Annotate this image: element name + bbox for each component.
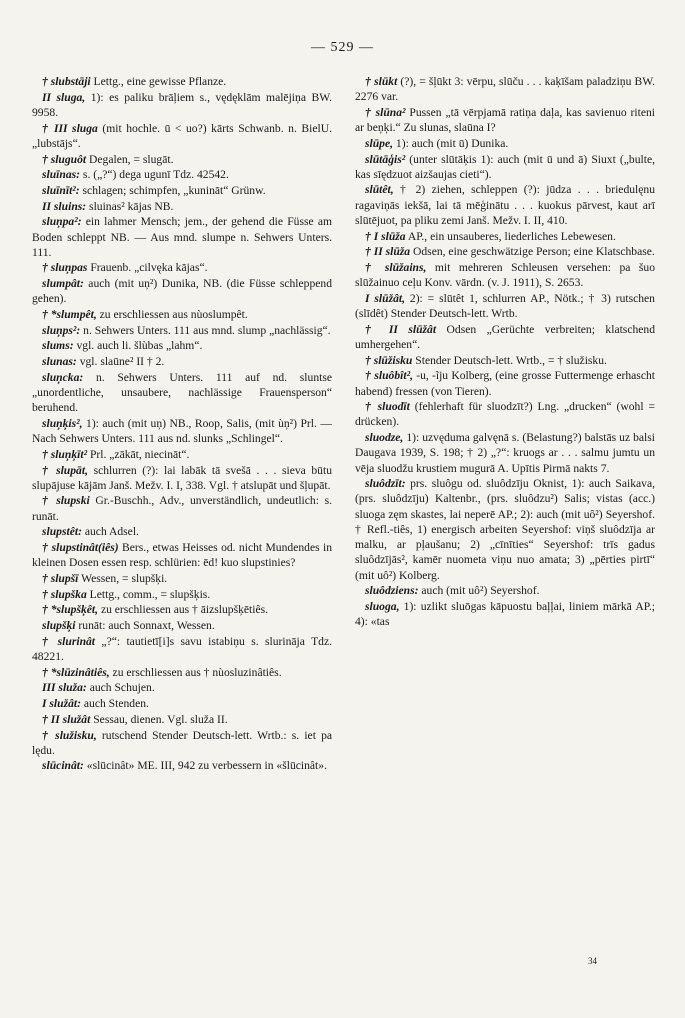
- entry-text: Frauenb. „cilvęka kājas“.: [87, 261, 208, 275]
- entry-headword: † II služât: [42, 712, 91, 726]
- entry-text: vgl. slaūne² II † 2.: [76, 355, 165, 369]
- dictionary-entry: [32, 416, 332, 446]
- entry-headword: sluôdzīt:: [365, 477, 406, 491]
- dictionary-entry: [32, 493, 332, 523]
- entry-headword: sluņpa²:: [42, 215, 82, 229]
- entry-headword: † slūna²: [365, 105, 406, 119]
- dictionary-entry: [32, 260, 332, 275]
- entry-text: Wessen, = slupšķi.: [78, 572, 168, 585]
- entry-headword: † *slūzinâtiês,: [42, 665, 110, 679]
- dictionary-entry: [32, 370, 332, 416]
- dictionary-entry: [32, 602, 332, 617]
- dictionary-entry: [32, 90, 332, 120]
- entry-headword: † slūkt: [365, 75, 398, 88]
- entry-headword: † II slūža: [365, 245, 411, 259]
- dictionary-entry: [32, 338, 332, 353]
- entry-headword: † slupšī: [42, 572, 79, 585]
- dictionary-entry: [32, 571, 332, 586]
- dictionary-entry: [355, 244, 655, 259]
- entry-text: schlagen; schimpfen, „kunināt“ Grünw.: [79, 183, 266, 197]
- entry-headword: † *slumpêt,: [42, 308, 97, 322]
- entry-headword: II sluins:: [42, 199, 87, 213]
- entry-text: Odsen, eine geschwätzige Person; eine Klatschbase.: [410, 245, 655, 259]
- entry-headword: † sluôbît²,: [365, 369, 413, 383]
- entry-text: runāt: auch Sonnaxt, Wessen.: [75, 619, 215, 633]
- entry-headword: slupšķi: [42, 619, 76, 633]
- entry-headword: † sluguôt: [42, 152, 87, 166]
- entry-text: zu erschliessen aus nùoslumpêt.: [96, 308, 248, 322]
- entry-text: Lettg., eine gewisse Pflanze.: [90, 75, 227, 88]
- dictionary-entry: [355, 476, 655, 582]
- entry-text: (fehlerhaft für sluodzīt?) Lng. „drucken“ (wohl = drücken).: [355, 400, 655, 429]
- entry-headword: slupstêt:: [42, 525, 82, 539]
- entry-headword: † slūžisku: [365, 353, 413, 367]
- entry-text: Sessau, dienen. Vgl. služa II.: [90, 712, 228, 726]
- entry-text: auch Schujen.: [86, 681, 155, 695]
- entry-headword: III služa:: [42, 681, 87, 695]
- dictionary-entry: [32, 758, 332, 773]
- dictionary-entry: [355, 399, 655, 429]
- entry-headword: † slupski: [42, 494, 90, 508]
- entry-headword: slunas:: [42, 355, 77, 369]
- entry-headword: slūpe,: [365, 136, 394, 150]
- dictionary-entry: [32, 680, 332, 695]
- entry-text: zu erschliessen aus † āizslupšķētiês.: [98, 603, 269, 617]
- entry-text: Lettg., comm., = slupšķis.: [86, 587, 211, 601]
- entry-text: n. Sehwers Unters. 111 aus mnd. slump „nachlässig“.: [80, 323, 331, 337]
- right-column: [355, 74, 655, 630]
- entry-text: AP., ein unsauberes, liederliches Lebewesen.: [405, 229, 616, 243]
- entry-headword: † slubstāji: [42, 75, 91, 88]
- entry-headword: slumpât:: [42, 277, 84, 291]
- entry-text: auch (mit uņ²) Dunika, NB. (die Füsse schleppend gehen).: [32, 277, 332, 306]
- dictionary-entry: [355, 229, 655, 244]
- entry-text: mit mehreren Schleusen versehen: pa šuo slūžainuo ceļu Konv. vārdn. (v. J. 1911), S. 2653.: [355, 260, 655, 290]
- entry-text: Bers., etwas Heisses od. nicht Mundendes in kleinen Dosen essen resp. schlürien: ēd! kuo slupstinies?: [32, 541, 332, 570]
- entry-headword: II sluga,: [42, 90, 86, 104]
- entry-headword: † slupstinât(iês): [42, 541, 119, 555]
- left-column: [32, 74, 332, 774]
- dictionary-entry: [355, 74, 655, 104]
- dictionary-entry: [32, 121, 332, 151]
- dictionary-entry: [32, 74, 332, 89]
- entry-text: Prl. „zākāt, niecināt“.: [87, 447, 190, 461]
- signature-mark: 34: [588, 956, 597, 966]
- entry-text: ein lahmer Mensch; jem., der gehend die Füsse am Boden schleppt NB. — Aus mnd. slumpe n. Sehwers Unters. 111.: [32, 215, 332, 259]
- dictionary-entry: [32, 152, 332, 167]
- dictionary-entry: [32, 587, 332, 602]
- dictionary-entry: [32, 524, 332, 539]
- entry-text: 1): uzlikt sluōgas kāpuostu baļļai, liniem mārkā AP.; 4): «tas: [355, 599, 655, 629]
- entry-headword: † *slupšķêt,: [42, 603, 99, 617]
- dictionary-entry: [32, 463, 332, 493]
- entry-text: vgl. auch li. šlùbas „lahm“.: [73, 339, 203, 353]
- entry-headword: † I slūža: [365, 229, 406, 243]
- dictionary-entry: [32, 276, 332, 306]
- entry-headword: slūcinât:: [42, 759, 84, 773]
- dictionary-entry: [355, 182, 655, 228]
- dictionary-entry: [355, 583, 655, 598]
- entry-headword: sluņps²:: [42, 323, 81, 337]
- entry-headword: † sluodīt: [365, 400, 410, 414]
- entry-headword: † III sluga: [42, 121, 98, 135]
- entry-headword: † služisku,: [42, 728, 97, 742]
- entry-text: auch Adsel.: [81, 525, 139, 539]
- dictionary-entry: [355, 291, 655, 321]
- entry-headword: † slupška: [42, 587, 87, 601]
- entry-text: (mit hochle. ū < uo?) kārts Schwanb. n. BielU. „lubstājs“.: [32, 121, 333, 150]
- entry-headword: sluoga,: [365, 599, 400, 613]
- entry-text: Odsen „Gerüchte verbreiten; klatschend umhergehen“.: [355, 322, 655, 351]
- entry-headword: sluīnīt²:: [42, 183, 80, 197]
- dictionary-entry: [355, 260, 655, 290]
- entry-headword: sluņcka:: [42, 370, 84, 384]
- entry-text: 1): es paliku brāļiem s., vędęklām malējiņa BW. 9958.: [32, 90, 332, 119]
- entry-text: «slūcinât» ME. III, 942 zu verbessern in «šlūcinât».: [83, 759, 327, 773]
- entry-text: auch Stenden.: [80, 697, 149, 711]
- dictionary-entry: [32, 728, 332, 758]
- entry-text: n. Sehwers Unters. 111 auf nd. sluntse „unordentliche, unsaubere, nachlässige Frauensperson“ beruhend.: [32, 370, 332, 415]
- dictionary-entry: [355, 105, 655, 135]
- entry-headword: I služât:: [42, 697, 81, 711]
- page-number: — 529 —: [311, 40, 374, 55]
- dictionary-entry: [32, 665, 332, 680]
- entry-headword: sluņķis²,: [42, 416, 83, 430]
- entry-text: Pussen „tā vērpjamā ratiņa daļa, kas savienuo riteni ar beņķi.“ Zu slunas, slaūna I?: [355, 105, 655, 135]
- entry-text: auch (mit uô²) Seyershof.: [418, 584, 540, 598]
- entry-text: 1): auch (mit uņ) NB., Roop, Salis, (mit ùņ²) Prl. — Nach Sehwers Unters. 111 aus nd. slunks „Schlingel“.: [32, 416, 332, 446]
- dictionary-entry: [32, 214, 332, 260]
- entry-text: -u, -ĩju Kolberg, (eine grosse Futtermenge erhascht habend) fressen (von Tieren).: [355, 369, 655, 398]
- dictionary-entry: [32, 183, 332, 198]
- dictionary-entry: [355, 322, 655, 352]
- dictionary-entry: [32, 634, 332, 664]
- entry-headword: slūtêt,: [365, 183, 394, 197]
- entry-headword: sluôdziens:: [365, 584, 419, 598]
- dictionary-entry: [32, 447, 332, 462]
- dictionary-entry: [355, 368, 655, 398]
- entry-headword: sluīnas:: [42, 168, 81, 182]
- entry-headword: † II slūžât: [365, 322, 437, 336]
- entry-text: (unter slūtāķis 1): auch (mit ū und ā) Siuxt („bulte, kas sīędzuot aizšaujas cieti“).: [355, 152, 655, 181]
- dictionary-entry: [32, 199, 332, 214]
- entry-text: rutschend Stender Deutsch-lett. Wrtb.: s. iet pa lędu.: [32, 728, 333, 757]
- entry-headword: † sluņķīt²: [42, 447, 88, 461]
- entry-text: 2): = slūtêt 1, schlurren AP., Nötk.; † 3) rutschen (slīdêt) Stender Deutsch-lett. Wrtb.: [355, 291, 655, 321]
- entry-text: 1): uzvęduma galvęnā s. (Belastung?) balstās uz balsi Daugava 1939, S. 198; † 2) „?“: kruogs ar . . . salmu jumtu un vēja sluodžu krustiem mugurā A. Upītis Pirmā nakts 7.: [355, 431, 655, 475]
- entry-text: Stender Deutsch-lett. Wrtb., = † služisku.: [412, 353, 607, 367]
- entry-text: † 2) ziehen, schleppen (?): jūdza . . . briedulęnu ragaviņās iekšā, lai tā mēģinātu . . . kuokus pārvest, kaut arī slūtējuot, pa pliku zemi Janš. Mežv. I. II, 410.: [355, 183, 655, 227]
- entry-headword: † slūžains,: [365, 260, 427, 274]
- entry-text: Degalen, = slugāt.: [86, 152, 174, 166]
- dictionary-entry: [32, 307, 332, 322]
- dictionary-entry: [32, 540, 332, 570]
- entry-headword: slūtāģis²: [365, 152, 406, 166]
- entry-text: Gr.-Buschh., Adv., unverständlich, undeutlich: s. runāt.: [32, 494, 332, 523]
- dictionary-entry: [32, 354, 332, 369]
- entry-text: schlurren (?): lai labāk tā svešā . . . sieva būtu slupājuse kājām Janš. Mežv. I. I, 338. Vgl. † atslupāt und šļupāt.: [32, 463, 332, 492]
- entry-text: 1): auch (mit ū) Dunika.: [393, 136, 509, 150]
- dictionary-entry: [355, 152, 655, 182]
- entry-text: prs. sluôgu od. sluôdzīju Oknist, 1): auch Saikava, (prs. sluôdzīju) Kaltenbr., (prs. sluôdzu²) Salis; vistas (acc.) sluoga zęm skastes, lai neperē AP.; 2): auch (mit uô²) Seyershof. † Refl.-tiês, 1) energisch arbeiten Seyershof: viņš sluôdzīja ar malku, ar pļaušanu; 2) „cīnīties“ Seyershof: trīs gadus sluôdzījās², kamēr nuometa viņu nuo amata; 3) „pērties pirtī“ (mit uô²) Kolberg.: [355, 477, 655, 582]
- entry-headword: slums:: [42, 339, 74, 353]
- entry-headword: I slūžât,: [365, 291, 406, 305]
- entry-text: zu erschliessen aus † nùosluzinâtiês.: [109, 665, 282, 679]
- dictionary-entry: [355, 599, 655, 629]
- entry-headword: † slurinât: [42, 634, 96, 648]
- dictionary-entry: [32, 323, 332, 338]
- entry-headword: † sluņpas: [42, 261, 88, 275]
- entry-headword: sluodze,: [365, 431, 404, 445]
- dictionary-entry: [355, 353, 655, 368]
- entry-text: sluinas² kājas NB.: [86, 199, 174, 213]
- dictionary-entry: [355, 430, 655, 476]
- dictionary-entry: [32, 696, 332, 711]
- entry-headword: † slupāt,: [42, 463, 88, 477]
- dictionary-entry: [32, 712, 332, 727]
- dictionary-entry: [32, 167, 332, 182]
- dictionary-entry: [32, 618, 332, 633]
- entry-text: s. („?“) dega ugunī Tdz. 42542.: [80, 168, 229, 182]
- entry-text: „?“: tautietī[i]s savu istabiņu s. slurināja Tdz. 48221.: [32, 634, 333, 664]
- entry-text: (?), = šļūkt 3: vērpu, slūču . . . kaķīšam paladziņu BW. 2276 var.: [355, 75, 655, 104]
- dictionary-entry: [355, 136, 655, 151]
